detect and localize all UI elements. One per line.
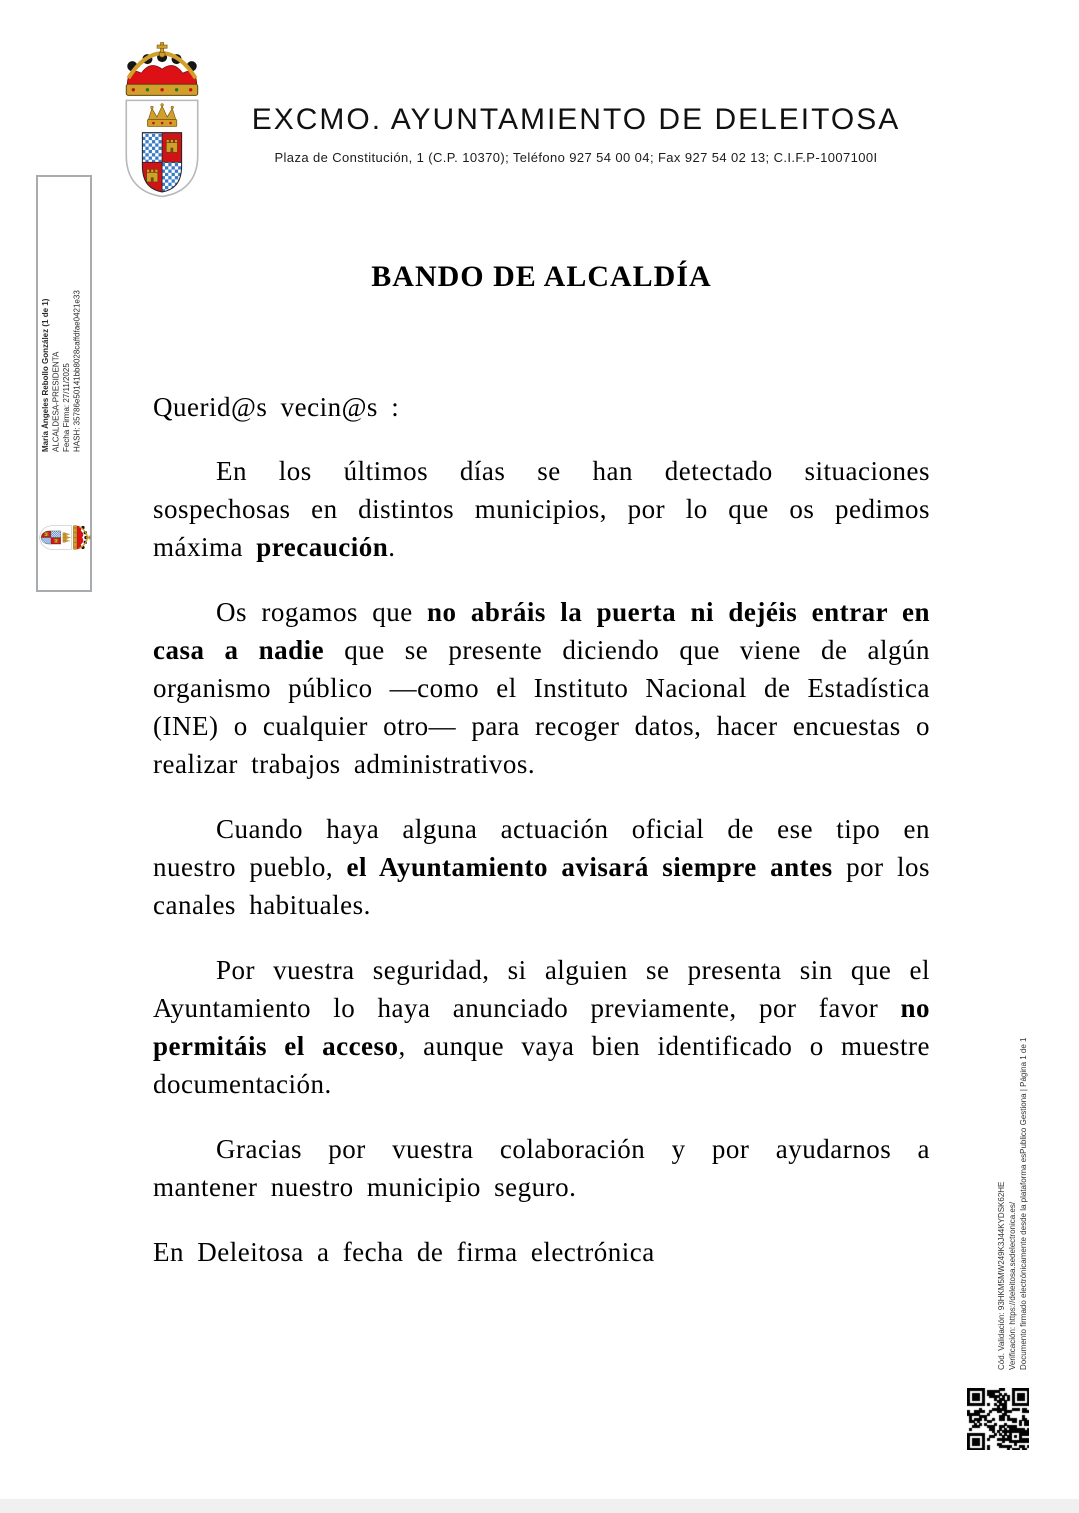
paragraph: Os rogamos que no abráis la puerta ni dejéis entrar en casa a nadie que se presente diciendo que viene de algún organismo público —como el Instituto Nacional de Estadística (INE) o cualquier otro— para recoger datos, hacer encuestas o realizar trabajos administrativos. bbox=[153, 597, 930, 779]
signature-hash: HASH: 35786e50141bb8028caffdfae0421e33 bbox=[72, 290, 82, 452]
paragraph: Gracias por vuestra colaboración y por ayudarnos a mantener nuestro municipio seguro. bbox=[153, 1134, 930, 1202]
coat-of-arms-icon bbox=[119, 42, 205, 198]
signature-stamp bbox=[36, 175, 92, 592]
signer-name: María Ángeles Rebollo González (1 de 1) bbox=[41, 298, 50, 452]
document-paragraphs bbox=[153, 452, 930, 1206]
greeting: Querid@s vecin@s : bbox=[153, 392, 400, 422]
validation-url: Verificación: https://deleitosa.sedelectronica.es/ bbox=[1008, 1201, 1017, 1370]
signer-role: ALCALDESA-PRESIDENTA bbox=[51, 351, 61, 452]
validation-stamp bbox=[996, 905, 1030, 1370]
document-title: BANDO DE ALCALDÍA bbox=[371, 260, 712, 293]
paragraph: Por vuestra seguridad, si alguien se presenta sin que el Ayuntamiento lo haya anunciado previamente, por favor no permitáis el acceso, aunque vaya bien identificado o muestre documentación. bbox=[153, 955, 930, 1099]
signature-stamp-text bbox=[41, 292, 85, 452]
closing-line: En Deleitosa a fecha de firma electrónica bbox=[153, 1237, 655, 1267]
page-edge-strip bbox=[0, 1499, 1079, 1513]
signature-date: Fecha Firma: 27/11/2025 bbox=[62, 363, 71, 452]
paragraph: Cuando haya alguna actuación oficial de ese tipo en nuestro pueblo, el Ayuntamiento avisará siempre antes por los canales habituales. bbox=[153, 814, 930, 920]
paragraph: En los últimos días se han detectado situaciones sospechosas en distintos municipios, por lo que os pedimos máxima precaución. bbox=[153, 456, 930, 562]
municipality-title: EXCMO. AYUNTAMIENTO DE DELEITOSA bbox=[251, 103, 901, 136]
coat-of-arms-small-icon bbox=[39, 523, 91, 552]
municipality-address: Plaza de Constitución, 1 (C.P. 10370); Teléfono 927 54 00 04; Fax 927 54 02 13; C.I.F.P-1007100I bbox=[274, 150, 878, 165]
document-body bbox=[153, 388, 930, 1271]
validation-code: Cód. Validación: 93HKM5MW249K3J44KYDSK62HE bbox=[997, 1181, 1006, 1370]
qr-code-icon bbox=[967, 1388, 1029, 1450]
validation-platform: Documento firmado electrónicamente desde la plataforma esPublico Gestiona | Página 1 de 1 bbox=[1019, 1037, 1028, 1370]
